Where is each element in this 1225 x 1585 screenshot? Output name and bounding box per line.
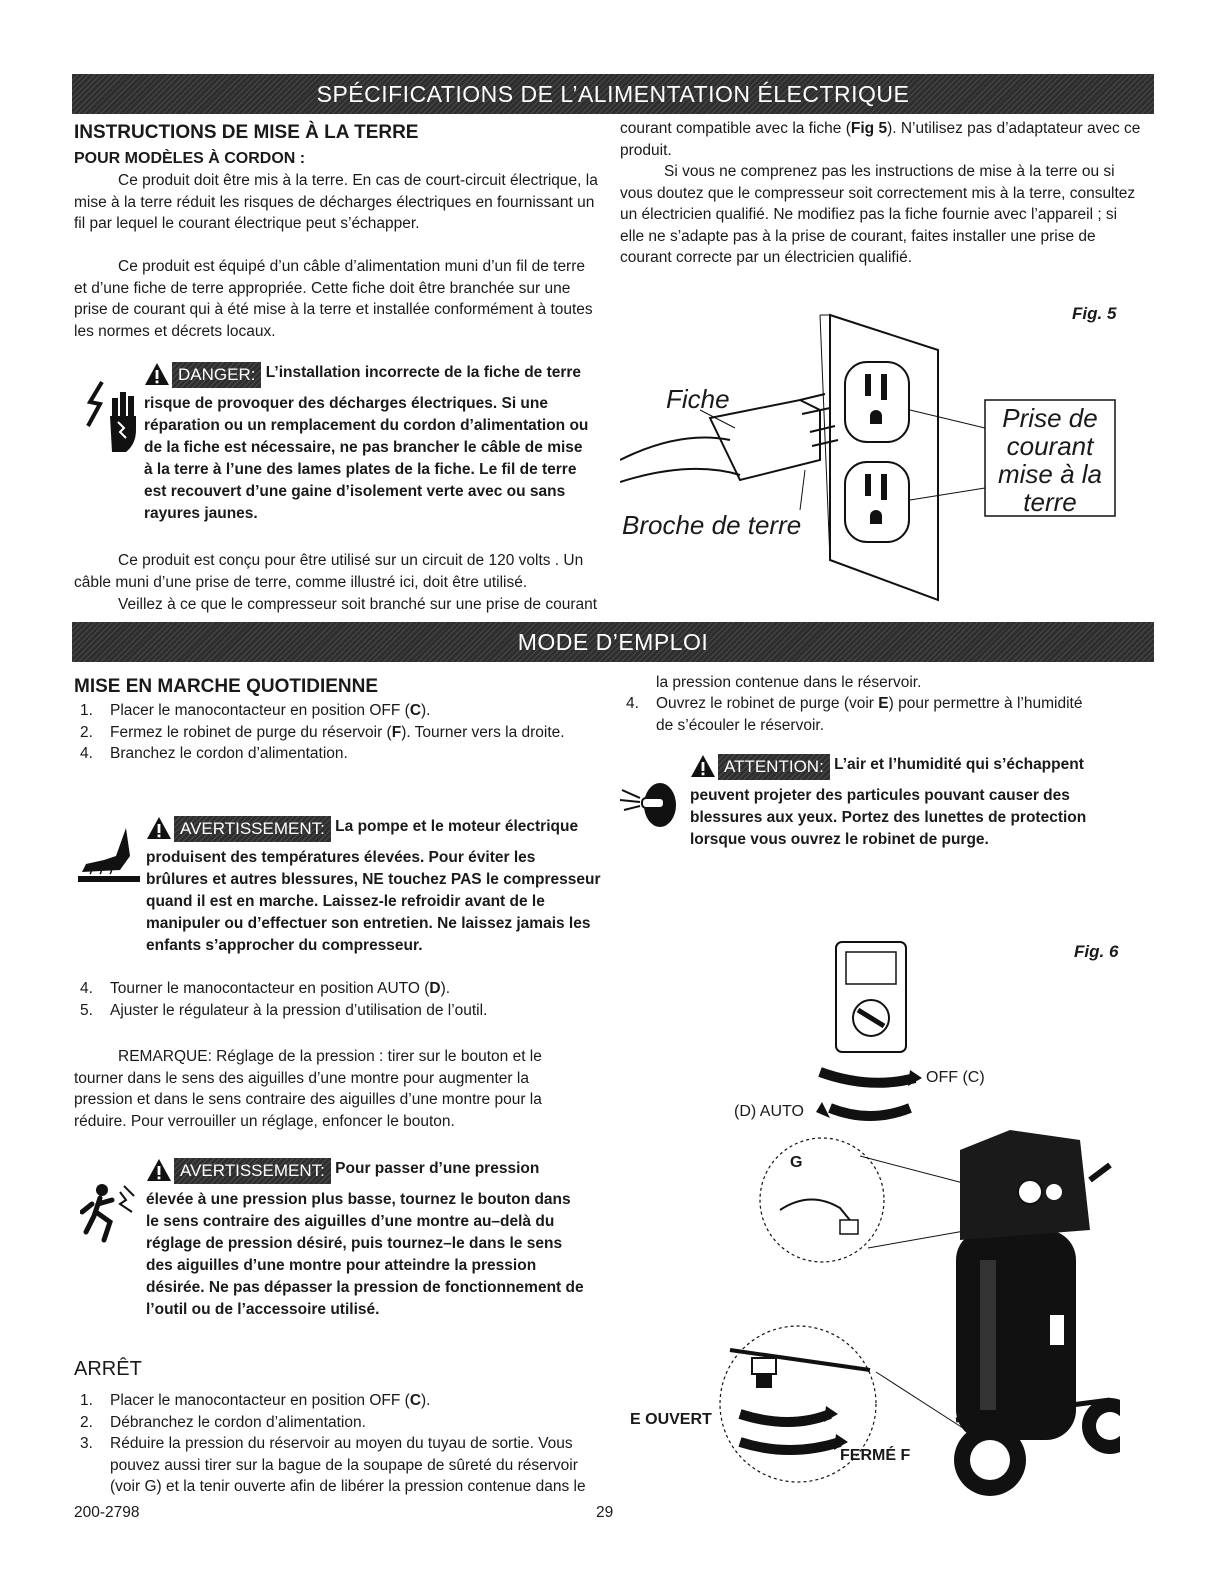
list-item: 2. Fermez le robinet de purge du réservoir (F). Tourner vers la droite. [80,723,565,741]
pressure-adjust-warning [146,1158,586,1321]
list-item: 4. Tourner le manocontacteur en position AUTO (D). [80,980,451,997]
person-high-pressure-icon [80,1182,138,1255]
daily-startup-heading: MISE EN MARCHE QUOTIDIENNE [74,676,379,697]
figure-6-auto-label: (D) AUTO [734,1103,804,1120]
hot-surface-warning [146,816,601,957]
grounding-paragraph-3: Ce produit est conçu pour être utilisé sur un circuit de 120 volts . Un câble muni d’une prise de terre, comme illustré ici, doit être utilisé. [74,552,584,591]
attention-label: ATTENTION: [718,754,830,780]
figure-6-drain-open-label: E OUVERT [630,1411,712,1428]
figure-6-drain-closed-label: FERMÉ F [840,1447,911,1464]
document-number: 200-2798 [74,1504,140,1521]
grounding-paragraph-5: Si vous ne comprenez pas les instructions de mise à la terre ou si vous doutez que le compresseur soit correctement mis à la terre, consultez un électricien qualifié. Ne modifiez pas la fiche fournie avec l’appareil ; si elle ne s’adapte pas à la prise de courant, faites installer une prise de courant correcte par un électricien qualifié. [620,163,1136,266]
figure-5-label: Fig. 5 [1072,304,1117,323]
shock-hazard-icon [76,376,138,461]
attention-warning [690,754,1120,851]
list-item: 4. Branchez le cordon d’alimentation. [80,745,348,762]
warning-triangle-icon [690,754,716,785]
list-item: 1. Placer le manocontacteur en position OFF (C). [80,702,431,719]
grounding-paragraph-4-continued: courant compatible avec la fiche (Fig 5). N’utilisez pas d’adaptateur avec ce produit. [620,120,1141,159]
figure-5-plug-label: Fiche [666,384,730,414]
shutdown-step-3-continued: la pression contenue dans le réservoir. [656,674,922,691]
startup-steps-list-continued [74,978,594,1021]
figure-6-safety-valve-label: G [790,1154,803,1171]
avertissement-label: AVERTISSEMENT: [174,816,331,842]
list-item: 5. Ajuster le régulateur à la pression d’utilisation de l’outil. [80,1001,488,1019]
danger-warning [144,362,594,525]
danger-label: DANGER: [172,362,261,388]
figure-6-off-label: OFF (C) [926,1069,985,1086]
eye-protection-icon [618,780,678,835]
grounding-heading: INSTRUCTIONS DE MISE À LA TERRE [74,122,419,143]
pressure-remark: REMARQUE: Réglage de la pression : tirer sur le bouton et le tourner dans le sens des aiguilles d’une montre pour augmenter la pression et dans le sens contraire des aiguilles d’une montre pour la réduire. Pour verrouiller un réglage, enfoncer le bouton. [74,1048,542,1130]
startup-steps-list [74,700,594,765]
list-item: 3. Réduire la pression du réservoir au moyen du tuyau de sortie. Vous pouvez aussi tirer sur la bague de la soupape de sûreté du réservoir (voir G) et la tenir ouverte afin de libérer la pression contenue dans le [80,1435,586,1495]
page-number: 29 [596,1504,614,1521]
grounding-paragraph-2: Ce produit est équipé d’un câble d’alimentation muni d’un fil de terre et d’une fiche de terre appropriée. Cette fiche doit être branchée sur une prise de courant qui à été mise à la terre et installée conformément à toutes les normes et décrets locaux. [74,258,593,340]
danger-text: L’installation incorrecte de la fiche de terre risque de provoquer des décharges électriques. Si une réparation ou un remplacement du cordon d’alimentation ou de la fiche est nécessaire, ne pas brancher le câble de mise à la terre à l’une des lames plates de la fiche. Le fil de terre est recouvert d’une gaine d’isolement verte avec ou sans rayures jaunes. [144,364,589,522]
shutdown-steps-list [74,1390,594,1497]
attention-text: L’air et l’humidité qui s’échappent peuvent projeter des particules pouvant causer des blessures aux yeux. Portez des lunettes de protection lorsque vous ouvrez le robinet de purge. [690,756,1087,848]
warning-triangle-icon [144,362,170,393]
avertissement-label: AVERTISSEMENT: [174,1158,331,1184]
figure-6-compressor-illustration [690,930,1120,1515]
hot-surface-warning-text: La pompe et le moteur électrique produisent des températures élevées. Pour éviter les brûlures et autres blessures, NE touchez PAS le compresseur quand il est en marche. Laissez-le refroidir avant de le manipuler ou d’effectuer son entretien. Ne laissez jamais les enfants s’approcher du compresseur. [146,818,601,954]
section-banner-operation: MODE D’EMPLOI [72,622,1154,662]
list-item: 4. Ouvrez le robinet de purge (voir E) pour permettre à l’humidité de s’écouler le réservoir. [626,695,1083,734]
warning-triangle-icon [146,1158,172,1189]
warning-triangle-icon [146,816,172,847]
corded-models-subheading: POUR MODÈLES À CORDON : [74,150,306,167]
pressure-adjust-warning-text: Pour passer d’une pression élevée à une pression plus basse, tournez le bouton dans le sens contraire des aiguilles d’une montre au–delà du réglage de pression désiré, puis tournez–le dans le sens des aiguilles d’une montre pour atteindre la pression désirée. Ne pas dépasser la pression de fonctionnement de l’outil ou de l’accessoire utilisé. [146,1160,584,1318]
figure-5-outlet-label: Prise de courant mise à la terre [997,403,1103,517]
figure-5-ground-pin-label: Broche de terre [622,510,802,540]
grounding-paragraph-4-start: Veillez à ce que le compresseur soit branché sur une prise de courant [118,596,598,613]
shutdown-steps-list-continued [620,693,1100,736]
shutdown-heading: ARRÊT [74,1358,142,1380]
section-banner-electrical: SPÉCIFICATIONS DE L’ALIMENTATION ÉLECTRIQUE [72,74,1154,114]
hot-surface-icon [76,826,142,893]
list-item: 1. Placer le manocontacteur en position OFF (C). [80,1392,431,1409]
figure-6-label: Fig. 6 [1074,942,1119,961]
grounding-paragraph-1: Ce produit doit être mis à la terre. En cas de court-circuit électrique, la mise à la terre réduit les risques de décharges électriques en fournissant un fil par lequel le courant électrique peut s’échapper. [74,172,598,232]
list-item: 2. Débranchez le cordon d’alimentation. [80,1413,366,1431]
